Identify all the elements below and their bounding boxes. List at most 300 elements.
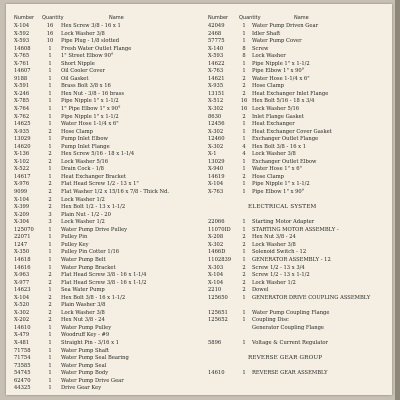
part-number: X-104 xyxy=(14,196,30,203)
part-row xyxy=(14,227,202,235)
part-quantity: 1 xyxy=(48,385,52,392)
part-row xyxy=(14,265,202,273)
part-name: REVERSE GEAR ASSEMBLY xyxy=(252,370,328,377)
part-quantity: 16 xyxy=(240,98,248,105)
part-number: X-102 xyxy=(14,158,30,165)
part-quantity: 2 xyxy=(242,241,246,248)
part-quantity: 2 xyxy=(242,75,246,82)
part-number: X-481 xyxy=(14,339,30,346)
part-quantity: 1 xyxy=(48,53,52,60)
part-row xyxy=(208,159,392,167)
part-name: Water Pump Coupling Flange xyxy=(252,309,330,316)
part-number: 14610 xyxy=(208,370,225,377)
part-name: Fresh Water Outlet Flange xyxy=(61,45,132,52)
part-number: X-104 xyxy=(14,294,30,301)
part-number: X-479 xyxy=(14,332,30,339)
part-name: Pipe Plug - 1/8 slotted xyxy=(61,38,120,45)
part-number: 1102839 xyxy=(208,256,232,263)
parts-column-left xyxy=(14,14,202,393)
part-row xyxy=(208,31,392,39)
part-number: 8630 xyxy=(208,113,222,120)
part-name: Hex Screw 3/8 - 16 x 1 xyxy=(61,23,121,29)
part-number: X-977 xyxy=(14,279,30,286)
part-quantity: 1 xyxy=(242,68,246,75)
part-quantity: 2 xyxy=(48,272,52,279)
part-row xyxy=(14,91,202,99)
part-quantity: 1 xyxy=(48,234,52,241)
part-name: Flat Head Screw 1/2 - 13 x 1" xyxy=(61,181,139,188)
part-number: X-208 xyxy=(208,234,224,241)
part-row xyxy=(14,212,202,220)
part-name: Pump Inlet Flange xyxy=(61,143,110,150)
part-number: 12460 xyxy=(208,136,225,143)
part-number: 125651 xyxy=(208,309,228,316)
part-row xyxy=(14,53,202,61)
part-row xyxy=(208,121,392,129)
part-number: 62470 xyxy=(14,377,31,384)
part-row xyxy=(14,98,202,106)
part-row xyxy=(208,272,392,280)
part-number: 14622 xyxy=(208,60,225,67)
part-name: ELECTRICAL SYSTEM xyxy=(248,204,317,211)
part-quantity: 1 xyxy=(48,45,52,52)
part-row xyxy=(14,378,202,386)
part-name: Woodruff Key - #9 xyxy=(61,332,110,339)
part-quantity: 1 xyxy=(48,256,52,263)
part-quantity: 1 xyxy=(242,294,246,301)
part-row xyxy=(14,332,202,340)
part-name: Exchanger Outlet Elbow xyxy=(252,158,317,165)
part-row xyxy=(208,181,392,189)
part-number: X-209 xyxy=(14,211,30,218)
part-number: X-935 xyxy=(14,128,30,135)
part-row xyxy=(208,53,392,61)
part-row xyxy=(208,38,392,46)
part-quantity: 1 xyxy=(48,226,52,233)
part-quantity: 1 xyxy=(242,370,246,377)
part-number: 125652 xyxy=(208,317,228,324)
part-name: Starting Motor Adapter xyxy=(252,219,315,226)
part-quantity: 1 xyxy=(48,241,52,248)
part-row xyxy=(14,385,202,393)
part-quantity: 2 xyxy=(48,196,52,203)
part-row xyxy=(14,114,202,122)
part-name: Idler Shaft xyxy=(252,30,281,37)
parts-list-right xyxy=(208,23,392,378)
part-row xyxy=(14,76,202,84)
part-quantity: 2 xyxy=(48,309,52,316)
part-row xyxy=(208,363,392,371)
part-name: Plain Washer 3/8 xyxy=(61,302,106,309)
part-quantity: 3 xyxy=(48,219,52,226)
part-quantity: 1 xyxy=(48,347,52,354)
part-name: GENERATOR ASSEMBLY - 12 xyxy=(252,256,331,263)
part-name: Coupling Disc xyxy=(252,317,289,324)
part-quantity: 2 xyxy=(48,204,52,211)
part-number: X-940 xyxy=(208,166,224,173)
column-header xyxy=(208,14,392,23)
part-name: STARTING MOTOR ASSEMBLY - xyxy=(252,226,339,233)
part-number: 1466D xyxy=(208,249,226,256)
part-row xyxy=(208,46,392,54)
part-row xyxy=(14,219,202,227)
header-quantity: Quantity xyxy=(42,15,64,21)
part-name: Short Nipple xyxy=(61,60,95,67)
part-number: X-104 xyxy=(208,181,224,188)
part-quantity: 1 xyxy=(48,355,52,362)
part-name: Oil Cooler Cover xyxy=(61,68,105,75)
part-name: Hex Bolt 1/2 - 13 x 1-1/2 xyxy=(61,204,126,211)
part-name: 1" Street Elbow 90° xyxy=(61,53,114,60)
part-row xyxy=(208,166,392,174)
part-quantity: 2 xyxy=(242,113,246,120)
part-number: 13029 xyxy=(208,158,225,165)
part-name: Pulley Pin Cotter 1/16 xyxy=(61,249,120,256)
part-name: Pulley Pin xyxy=(61,234,88,241)
part-name: Water Hose 1" x 6" xyxy=(252,166,302,173)
part-row xyxy=(14,348,202,356)
part-number: X-976 xyxy=(14,181,30,188)
part-quantity: 1 xyxy=(48,106,52,113)
binder-edge xyxy=(395,0,400,400)
part-number: 14608 xyxy=(14,45,31,52)
header-quantity: Quantity xyxy=(239,15,261,21)
part-name: Solenoid Switch - 12 xyxy=(252,249,307,256)
part-row xyxy=(14,136,202,144)
part-quantity: 1 xyxy=(48,332,52,339)
part-row xyxy=(14,121,202,129)
header-name: Name xyxy=(294,15,309,21)
part-number: 9099 xyxy=(14,189,28,196)
part-number: X-763 xyxy=(208,189,224,196)
part-name: Water Pump Seal xyxy=(61,362,107,369)
part-row xyxy=(14,257,202,265)
part-name: Voltage & Current Regulator xyxy=(252,339,329,346)
part-number: 14621 xyxy=(208,75,225,82)
part-quantity: 16 xyxy=(46,30,54,37)
part-name: GENERATOR DRIVE COUPLING ASSEMBLY xyxy=(252,294,371,301)
part-quantity: 4 xyxy=(242,143,246,150)
part-row xyxy=(14,189,202,197)
part-number: 2468 xyxy=(208,30,222,37)
part-row xyxy=(14,166,202,174)
part-row xyxy=(14,287,202,295)
part-row xyxy=(14,242,202,250)
part-row xyxy=(14,310,202,318)
part-number: 11070ID xyxy=(208,226,231,233)
part-name: Dowel xyxy=(252,287,269,294)
part-name: Heat Exchanger Cover Gasket xyxy=(252,128,332,135)
part-name: Brass Bolt 3/8 x 16 xyxy=(61,83,111,90)
part-row xyxy=(14,340,202,348)
part-name: Screw xyxy=(252,45,269,52)
part-row xyxy=(208,302,392,310)
part-name: Generator Coupling Flange xyxy=(252,324,324,331)
part-quantity: 16 xyxy=(46,23,54,29)
part-row xyxy=(14,151,202,159)
part-row xyxy=(14,197,202,205)
part-row xyxy=(208,23,392,31)
part-name: Inlet Flange Gasket xyxy=(252,113,304,120)
part-quantity: 1 xyxy=(48,249,52,256)
part-number: 13029 xyxy=(14,136,31,143)
part-row xyxy=(208,249,392,257)
section-heading xyxy=(208,204,392,212)
part-quantity: 1 xyxy=(48,377,52,384)
part-number: X-104 xyxy=(208,272,224,279)
part-quantity: 1 xyxy=(48,121,52,128)
part-quantity: 1 xyxy=(48,173,52,180)
part-row xyxy=(14,234,202,242)
part-quantity: 1 xyxy=(48,264,52,271)
part-name: Lock Washer 1/2 xyxy=(252,279,296,286)
part-number: 125070 xyxy=(14,226,34,233)
part-number: 14607 xyxy=(14,68,31,75)
part-row xyxy=(14,249,202,257)
part-name: Hex Bolt 5/16 - 18 x 3/4 xyxy=(252,98,315,105)
part-name: Lock Washer 5/16 xyxy=(61,158,109,165)
part-row xyxy=(208,219,392,227)
part-quantity: 1 xyxy=(48,68,52,75)
part-quantity: 1 xyxy=(242,181,246,188)
part-quantity: 1 xyxy=(242,158,246,165)
part-row xyxy=(14,129,202,137)
part-row xyxy=(208,317,392,325)
part-number: X-302 xyxy=(208,241,224,248)
part-row xyxy=(14,272,202,280)
part-quantity: 2 xyxy=(242,90,246,97)
part-quantity: 4 xyxy=(242,151,246,158)
part-name: Water Pump Pulley xyxy=(61,324,112,331)
part-row xyxy=(208,144,392,152)
part-name: Flat Head Screw 3/8 - 16 x 1-1/4 xyxy=(61,272,147,279)
part-number: X-762 xyxy=(14,113,30,120)
part-row xyxy=(208,348,392,356)
part-name: Drive Gear Key xyxy=(61,385,102,392)
part-number: 71758 xyxy=(14,347,31,354)
part-quantity: 1 xyxy=(242,121,246,128)
part-row xyxy=(208,68,392,76)
part-name: Drain Cock - 1/8 xyxy=(61,166,104,173)
part-number: X-104 xyxy=(14,23,30,29)
part-name: Water Pump Shaft xyxy=(61,347,109,354)
part-row xyxy=(208,234,392,242)
part-row xyxy=(208,136,392,144)
part-row xyxy=(208,257,392,265)
part-name: REVERSE GEAR GROUP xyxy=(248,355,323,362)
part-name: 1" Pipe Elbow 1" x 90° xyxy=(61,106,121,113)
part-quantity: 2 xyxy=(48,317,52,324)
part-row xyxy=(208,310,392,318)
part-name: Water Pump Drive Gear xyxy=(61,377,124,384)
part-quantity: 1 xyxy=(242,309,246,316)
part-quantity: 1 xyxy=(242,166,246,173)
part-quantity: 1 xyxy=(48,362,52,369)
part-number: 57775 xyxy=(208,38,225,45)
part-name: Flat Head Screw 3/8 - 16 x 1-1/2 xyxy=(61,279,147,286)
part-number: X-302 xyxy=(208,106,224,113)
part-quantity: 2 xyxy=(48,128,52,135)
part-quantity: 1 xyxy=(48,60,52,67)
part-quantity: 2 xyxy=(48,279,52,286)
part-row xyxy=(208,212,392,220)
part-quantity: 1 xyxy=(48,90,52,97)
part-row xyxy=(208,189,392,197)
part-quantity: 1 xyxy=(48,287,52,294)
part-name: Lock Washer 3/8 xyxy=(61,309,105,316)
part-name: Lock Washer 3/8 xyxy=(61,30,105,37)
part-number: X-303 xyxy=(208,264,224,271)
part-number: 2210 xyxy=(208,287,222,294)
part-name: Lock Washer 5/16 xyxy=(252,106,300,113)
part-name: Hose Clamp xyxy=(252,173,284,180)
part-row xyxy=(208,340,392,348)
part-name: Pipe Elbow 1" x 90° xyxy=(252,68,305,75)
part-quantity: 1 xyxy=(242,136,246,143)
part-row xyxy=(14,61,202,69)
part-row xyxy=(208,114,392,122)
part-quantity: 10 xyxy=(46,38,54,45)
part-name: Pipe Nipple 1" x 1-1/2 xyxy=(61,98,119,105)
part-number: 22066 xyxy=(208,219,225,226)
part-name: Water Hose 1-1/4 x 6" xyxy=(252,75,310,82)
part-row xyxy=(14,302,202,310)
part-name: Flat Washer 1/2 x 15/16 x 7/8 - Thick Nd. xyxy=(61,189,170,196)
part-row xyxy=(14,144,202,152)
part-name: Exchanger Outlet Flange xyxy=(252,136,319,143)
parts-list-page xyxy=(6,4,392,395)
part-quantity: 2 xyxy=(242,83,246,90)
part-row xyxy=(208,98,392,106)
part-name: Water Pump Driven Gear xyxy=(252,23,319,29)
part-quantity: 1 xyxy=(48,75,52,82)
part-row xyxy=(14,317,202,325)
part-quantity: 2 xyxy=(242,279,246,286)
part-number: X-593 xyxy=(208,53,224,60)
part-number: X-246 xyxy=(14,90,30,97)
part-row xyxy=(14,46,202,54)
part-quantity: 16 xyxy=(240,106,248,113)
part-quantity: 1 xyxy=(242,219,246,226)
part-number: X-302 xyxy=(208,143,224,150)
part-quantity: 1 xyxy=(242,226,246,233)
part-quantity: 2 xyxy=(48,181,52,188)
part-number: 13151 xyxy=(208,90,225,97)
part-quantity: 1 xyxy=(242,128,246,135)
part-number: X-963 xyxy=(14,272,30,279)
part-number: 14617 xyxy=(14,173,31,180)
part-number: X-399 xyxy=(14,204,30,211)
part-row xyxy=(208,295,392,303)
part-quantity: 1 xyxy=(48,98,52,105)
header-number: Number xyxy=(14,15,35,21)
part-row xyxy=(208,129,392,137)
part-name: Hex Screw 5/16 - 18 x 1-1/4 xyxy=(61,151,135,158)
part-name: Sea Water Pump xyxy=(61,287,105,294)
part-quantity: 1 xyxy=(242,60,246,67)
part-quantity: 1 xyxy=(48,83,52,90)
part-quantity: 1 xyxy=(242,249,246,256)
part-quantity: 2 xyxy=(242,234,246,241)
part-quantity: 1 xyxy=(48,324,52,331)
part-number: 44325 xyxy=(14,385,31,392)
part-name: Oil Gasket xyxy=(61,75,89,82)
part-name: Hex Bolt 3/8 - 16 x 1-1/2 xyxy=(61,294,126,301)
part-number: 22071 xyxy=(14,234,31,241)
part-row xyxy=(208,325,392,333)
part-quantity: 2 xyxy=(242,173,246,180)
part-number: X-140 xyxy=(208,45,224,52)
part-number: 71754 xyxy=(14,355,31,362)
part-quantity: 1 xyxy=(242,256,246,263)
part-number: X-302 xyxy=(14,309,30,316)
part-number: X-592 xyxy=(14,30,30,37)
column-header xyxy=(14,14,202,23)
part-row xyxy=(208,265,392,273)
part-row xyxy=(208,61,392,69)
part-name: Screw 1/2 - 13 x 1-1/2 xyxy=(252,272,310,279)
part-number: X-302 xyxy=(208,128,224,135)
part-number: X-512 xyxy=(208,98,224,105)
part-number: 73585 xyxy=(14,362,31,369)
part-quantity: 2 xyxy=(48,294,52,301)
part-name: Hex Nut 3/8 - 24 xyxy=(252,234,296,241)
part-quantity: 8 xyxy=(242,53,246,60)
part-number: X-522 xyxy=(14,166,30,173)
part-name: Water Pump Seal Bearing xyxy=(61,355,129,362)
part-name: Water Pump Cover xyxy=(252,38,302,45)
part-name: Lock Washer 3/8 xyxy=(252,241,296,248)
part-row xyxy=(208,106,392,114)
part-name: Hose Clamp xyxy=(252,83,284,90)
part-quantity: 2 xyxy=(48,189,52,196)
part-quantity: 2 xyxy=(48,151,52,158)
part-quantity: 1 xyxy=(242,23,246,29)
part-name: Lock Washer xyxy=(252,53,286,60)
parts-list-left xyxy=(14,23,202,393)
part-number: 14618 xyxy=(14,256,31,263)
part-number: 1247 xyxy=(14,241,28,248)
part-row xyxy=(208,197,392,205)
part-row xyxy=(14,68,202,76)
part-name: Straight Pin - 3/16 x 1 xyxy=(61,339,119,346)
part-number: X-761 xyxy=(14,60,30,67)
part-quantity: 2 xyxy=(242,264,246,271)
part-number: X-520 xyxy=(14,302,30,309)
part-number: 42049 xyxy=(208,23,225,29)
part-row xyxy=(208,83,392,91)
part-name: Pipe Nipple 1" x 1-1/2 xyxy=(61,113,119,120)
part-row xyxy=(208,280,392,288)
parts-column-right xyxy=(208,14,392,378)
part-name: Heat Exchanger Inlet Flange xyxy=(252,90,329,97)
part-number: 12456 xyxy=(208,121,225,128)
part-quantity: 1 xyxy=(48,113,52,120)
part-number: 14625 xyxy=(14,121,31,128)
part-quantity: 3 xyxy=(48,211,52,218)
part-row xyxy=(208,287,392,295)
header-number: Number xyxy=(208,15,229,21)
part-name: Hose Clamp xyxy=(61,128,93,135)
part-row xyxy=(14,363,202,371)
part-row xyxy=(14,181,202,189)
part-number: 14616 xyxy=(14,264,31,271)
part-name: Hex Nut 3/8 - 24 xyxy=(61,317,105,324)
part-row xyxy=(208,227,392,235)
part-name: Water Pump Bracket xyxy=(61,264,116,271)
part-name: Heat Exchanger Bracket xyxy=(61,173,126,180)
part-row xyxy=(14,295,202,303)
